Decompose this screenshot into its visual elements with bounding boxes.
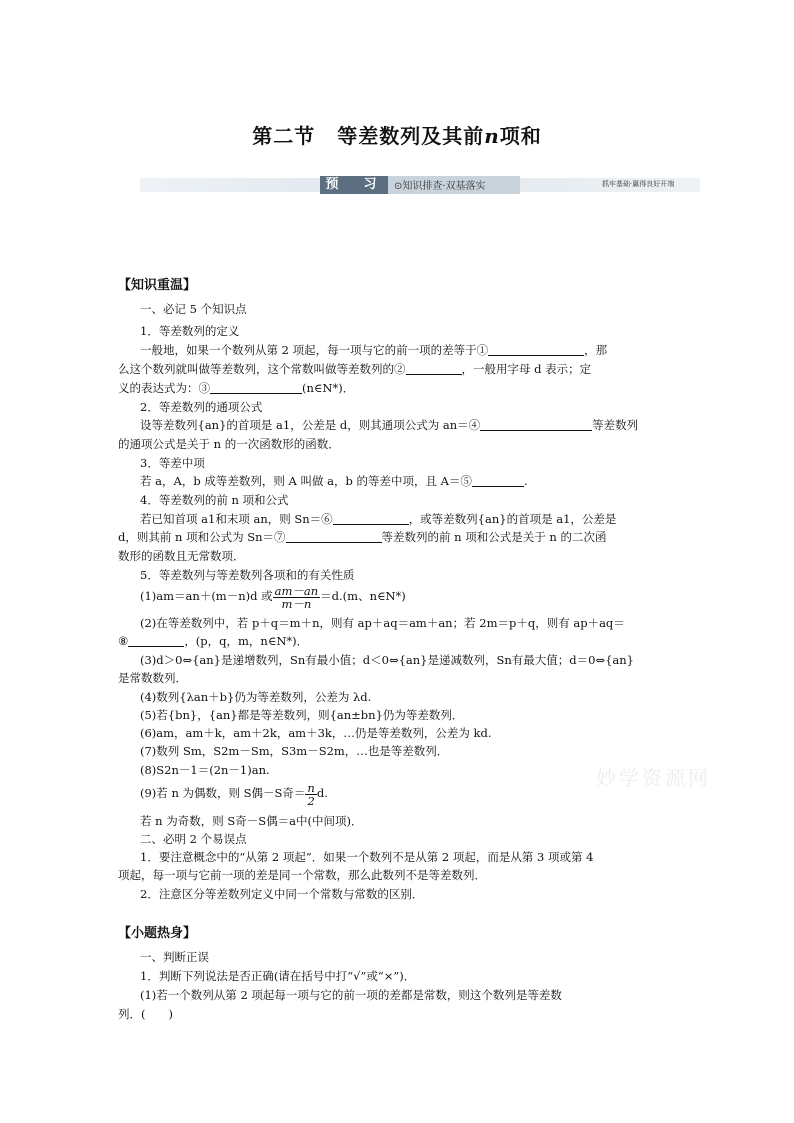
line-03	[118, 341, 704, 359]
line-12-text: 若已知首项 a1和末项 an，则 Sn＝⑥	[140, 512, 333, 526]
line-33: 1．判断下列说法是否正确(请在括号中打“√”或“×”)．	[140, 969, 416, 983]
line-35: 列．( )	[118, 1007, 173, 1021]
line-10	[118, 472, 704, 490]
line-12	[118, 510, 704, 528]
blank-2	[406, 362, 462, 375]
line-09: 3．等差中项	[140, 456, 205, 470]
fraction-1-denominator: m－n	[281, 596, 312, 611]
line-02: 1．等差数列的定义	[140, 324, 240, 338]
watermark: 妙学资源网	[596, 766, 711, 790]
line-12-tail: ，或等差数列{an}的首项是 a1，公差是	[408, 512, 617, 526]
title-main: 等差数列及其前	[337, 124, 485, 148]
line-05	[118, 379, 682, 397]
line-13	[118, 528, 682, 546]
line-26-text: (9)若 n 为偶数，则 S偶－S奇＝	[140, 786, 306, 800]
line-28: 二、必明 2 个易误点	[140, 832, 247, 846]
line-18	[118, 632, 682, 650]
line-30: 项起，每一项与它前一项的差是同一个常数，那么此数列不是等差数列．	[118, 868, 486, 882]
line-22: (5)若{bn}，{an}都是等差数列，则{an±bn}仍为等差数列．	[140, 708, 464, 722]
line-17: (2)在等差数列中，若 p＋q＝m＋n，则有 ap＋aq＝am＋an；若 2m＝p＋q，则有 ap＋aq＝	[140, 616, 625, 630]
section-banner	[140, 174, 700, 196]
line-04	[118, 360, 682, 378]
line-31: 2．注意区分等差数列定义中同一个常数与常数的区别．	[140, 887, 424, 901]
blank-3	[210, 381, 302, 394]
line-10-text: 若 a，A，b 成等差数列，则 A 叫做 a，b 的等差中项，且 A＝⑤	[140, 474, 472, 488]
line-01: 一、必记 5 个知识点	[140, 302, 247, 316]
line-08: 的通项公式是关于 n 的一次函数形的函数．	[118, 437, 340, 451]
blank-4	[480, 418, 592, 431]
line-18-text: ⑧	[118, 634, 129, 648]
fraction-2-numerator: n	[307, 780, 315, 795]
line-21: (4)数列{λan＋b}仍为等差数列，公差为 λd.	[140, 690, 372, 704]
blank-7	[286, 530, 382, 543]
line-16-text: (1)am＝an＋(m－n)d 或	[140, 589, 273, 603]
line-06: 2．等差数列的通项公式	[140, 400, 263, 414]
fraction-1	[273, 585, 321, 610]
line-07-tail: 等差数列	[592, 418, 639, 432]
banner-subtitle: ⊙知识排查·双基落实	[394, 181, 486, 192]
line-03-tail: ，那	[584, 343, 608, 357]
line-26-tail: d.	[316, 786, 328, 800]
line-03-text: 一般地，如果一个数列从第 2 项起，每一项与它的前一项的差等于①	[140, 343, 489, 357]
line-29: 1．要注意概念中的“从第 2 项起”．如果一个数列不是从第 2 项起，而是从第 3 项或第 4	[140, 850, 594, 864]
line-07-text: 设等差数列{an}的首项是 a1，公差是 d，则其通项公式为 an＝④	[140, 418, 481, 432]
line-14: 数形的函数且无常数项．	[118, 549, 245, 563]
line-11: 4．等差数列的前 n 项和公式	[140, 493, 289, 507]
banner-right-text: 抓牢基础·赢得良好开端	[602, 180, 675, 188]
line-18-tail: ，(p，q，m，n∈N*)．	[184, 634, 309, 648]
line-27: 若 n 为奇数，则 S奇－S偶＝a中(中间项)．	[140, 814, 363, 828]
fraction-1-numerator: am－an	[274, 583, 319, 598]
fraction-2	[305, 782, 316, 807]
line-15: 5．等差数列与等差数列各项和的有关性质	[140, 568, 355, 582]
fraction-2-denominator: 2	[307, 793, 315, 808]
title-part: 第二节	[252, 124, 316, 148]
blank-6	[333, 512, 409, 525]
banner-tag: 预 习	[320, 176, 388, 194]
line-10-tail: .	[523, 474, 528, 488]
blank-8	[128, 634, 184, 647]
line-04-tail: ，一般用字母 d 表示；定	[461, 362, 592, 376]
section-heading-knowledge: 【知识重温】	[118, 278, 197, 293]
line-24: (7)数列 Sm，S2m－Sm，S3m－S2m，…也是等差数列．	[140, 744, 449, 758]
line-04-text: 么这个数列就叫做等差数列，这个常数叫做等差数列的②	[118, 362, 406, 376]
line-07	[118, 416, 704, 434]
line-34: (1)若一个数列从第 2 项起每一项与它的前一项的差都是常数，则这个数列是等差数	[140, 988, 562, 1002]
title-n: n	[484, 124, 500, 148]
section-heading-warmup: 【小题热身】	[118, 926, 197, 941]
line-32: 一、判断正误	[140, 950, 209, 964]
line-23: (6)am，am＋k，am＋2k，am＋3k，…仍是等差数列，公差为 kd.	[140, 726, 492, 740]
page-title	[0, 120, 794, 149]
line-05-text: 义的表达式为：③	[118, 381, 210, 395]
line-20: 是常数数列．	[118, 671, 187, 685]
line-13-tail: 等差数列的前 n 项和公式是关于 n 的二次函	[381, 530, 607, 544]
line-13-text: d，则其前 n 项和公式为 Sn＝⑦	[118, 530, 286, 544]
title-tail: 项和	[499, 124, 542, 148]
blank-1	[488, 343, 584, 356]
line-16-tail: ＝d.(m、n∈N*)	[320, 589, 406, 603]
blank-5	[472, 474, 524, 487]
line-05-tail: (n∈N*)．	[302, 381, 355, 395]
line-25: (8)S2n－1＝(2n－1)an.	[140, 763, 270, 777]
line-19: (3)d＞0⇔{an}是递增数列，Sn有最小值；d＜0⇔{an}是递减数列，Sn有最大值；d＝0⇔{an}	[140, 653, 634, 667]
